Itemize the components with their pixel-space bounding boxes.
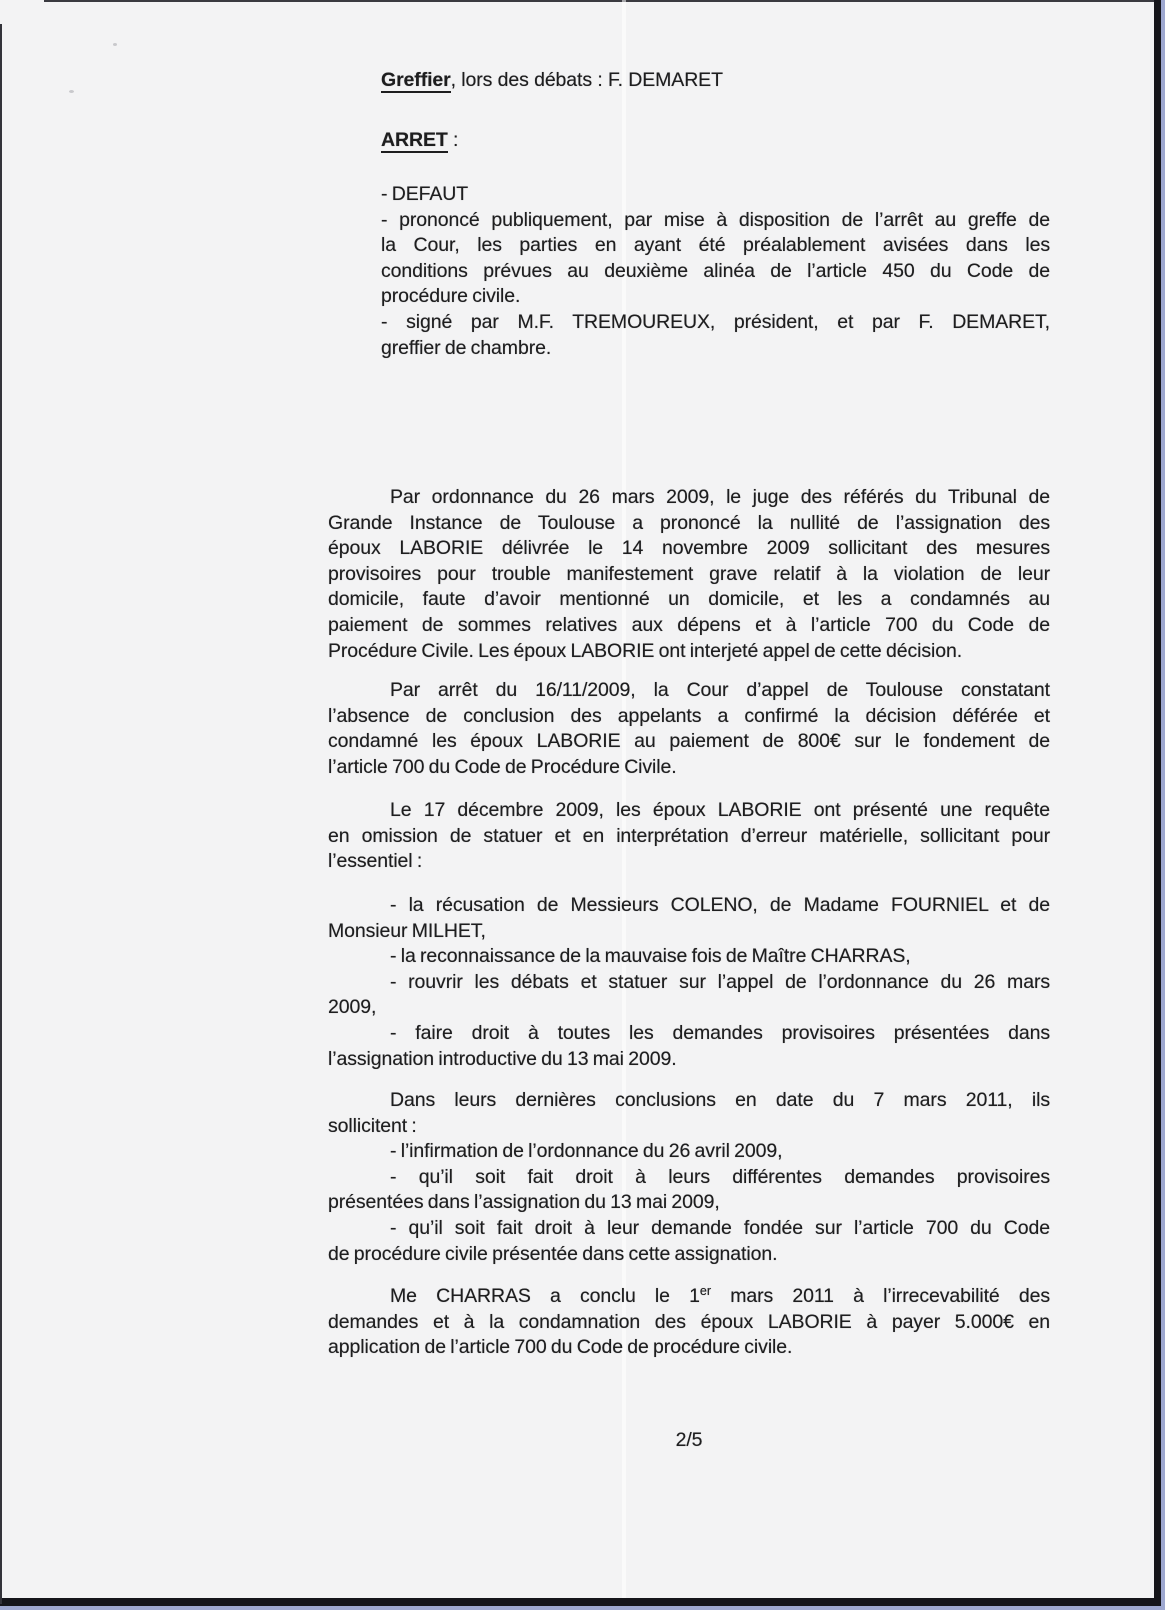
text-line: en omission de statuer et en interprétation d’erreur matérielle, sollicitant pour	[328, 824, 1050, 847]
greffier-line	[381, 68, 1050, 94]
page-number: 2/5	[675, 1429, 703, 1451]
text-line: - prononcé publiquement, par mise à disposition de l’arrêt au greffe de	[381, 208, 1050, 231]
arret-colon: :	[447, 129, 459, 151]
list-item	[328, 944, 1050, 970]
text-line: présentées dans l’assignation du 13 mai 2009,	[328, 1191, 720, 1214]
list-item	[328, 893, 1050, 944]
text-line: l’article 700 du Code de Procédure Civile.	[328, 755, 677, 778]
charras-line1-suffix: mars 2011 à l’irrecevabilité des	[711, 1285, 1050, 1307]
decision-modality-section	[381, 182, 1050, 361]
text-line: Dans leurs dernières conclusions en date du 7 mars 2011, ils	[390, 1089, 1050, 1111]
charras-rest	[328, 1310, 1050, 1361]
scan-edge-left	[0, 24, 2, 1604]
list-item	[328, 1216, 1050, 1267]
text-line: l’essentiel :	[328, 850, 423, 873]
text-line: l’assignation introductive du 13 mai 2009.	[328, 1047, 677, 1070]
text-line: Procédure Civile. Les époux LABORIE ont interjeté appel de cette décision.	[328, 639, 963, 662]
text-line: 2009,	[328, 996, 377, 1019]
text-line: Grande Instance de Toulouse a prononcé la nullité de l’assignation des	[328, 511, 1050, 534]
text-line: application de l’article 700 du Code de procédure civile.	[328, 1336, 793, 1359]
paragraph-requete	[328, 798, 1050, 875]
text-line: - qu’il soit fait droit à leurs différentes demandes provisoires	[390, 1165, 1050, 1188]
text-line: Par ordonnance du 26 mars 2009, le juge des référés du Tribunal de	[390, 486, 1050, 508]
list-item	[328, 970, 1050, 1021]
defaut-line: - DEFAUT	[381, 183, 469, 205]
text-line: condamné les époux LABORIE au paiement de 800€ sur le fondement de	[328, 730, 1050, 753]
text-line: Le 17 décembre 2009, les époux LABORIE ont présenté une requête	[390, 799, 1050, 821]
paragraph-ordonnance	[328, 485, 1050, 664]
text-line: provisoires pour trouble manifestement grave relatif à la violation de leur	[328, 562, 1050, 585]
text-line: paiement de sommes relatives aux dépens et à l’article 700 du Code de	[328, 613, 1050, 636]
greffier-label: Greffier	[381, 69, 451, 91]
list-item	[328, 1165, 1050, 1216]
signed-paragraph	[381, 310, 1050, 361]
text-line: Par arrêt du 16/11/2009, la Cour d’appel de Toulouse constatant	[390, 679, 1050, 701]
text-line: - la récusation de Messieurs COLENO, de Madame FOURNIEL et de	[390, 894, 1050, 916]
greffier-rest: , lors des débats : F. DEMARET	[450, 69, 723, 91]
text-line: sollicitent :	[328, 1114, 417, 1137]
ordinal-superscript: er	[699, 1284, 712, 1298]
paragraph-charras	[328, 1279, 1050, 1361]
scan-speck	[113, 43, 117, 46]
text-line: époux LABORIE délivrée le 14 novembre 2009 sollicitant des mesures	[328, 537, 1050, 560]
text-line: Monsieur MILHET,	[328, 919, 486, 942]
paragraph-conclusions-intro	[328, 1088, 1050, 1139]
text-line	[328, 1279, 1050, 1310]
text-line: procédure civile.	[381, 285, 521, 308]
text-line: - l’infirmation de l’ordonnance du 26 avril 2009,	[390, 1140, 783, 1163]
text-line: conditions prévues au deuxième alinéa de l’article 450 du Code de	[381, 259, 1050, 282]
charras-line1-prefix: Me CHARRAS a conclu le 1	[390, 1285, 700, 1307]
list-item	[328, 1139, 1050, 1165]
text-line: - la reconnaissance de la mauvaise fois de Maître CHARRAS,	[390, 945, 911, 968]
scan-edge-top	[44, 0, 1154, 2]
text-line: - faire droit à toutes les demandes provisoires présentées dans	[390, 1021, 1050, 1044]
text-line: l’absence de conclusion des appelants a confirmé la décision déférée et	[328, 704, 1050, 727]
list-item	[328, 1021, 1050, 1072]
text-line: domicile, faute d’avoir mentionné un domicile, et les a condamnés au	[328, 588, 1050, 611]
text-line: la Cour, les parties en ayant été préalablement avisées dans les	[381, 234, 1050, 257]
text-line: - signé par M.F. TREMOUREUX, président, et par F. DEMARET,	[381, 310, 1050, 333]
text-line: demandes et à la condamnation des époux LABORIE à payer 5.000€ en	[328, 1310, 1050, 1333]
text-line: - rouvrir les débats et statuer sur l’appel de l’ordonnance du 26 mars	[390, 970, 1050, 993]
pronounce-paragraph	[381, 208, 1050, 310]
text-line: greffier de chambre.	[381, 336, 552, 359]
arret-label: ARRET	[381, 129, 448, 151]
paragraph-appel	[328, 678, 1050, 780]
requete-items-list	[328, 893, 1050, 1072]
arret-heading	[381, 128, 1050, 154]
text-line: de procédure civile présentée dans cette assignation.	[328, 1242, 778, 1265]
scan-speck	[69, 90, 74, 93]
text-line: - qu’il soit fait droit à leur demande fondée sur l’article 700 du Code	[390, 1216, 1050, 1239]
conclusions-section	[328, 1088, 1050, 1267]
